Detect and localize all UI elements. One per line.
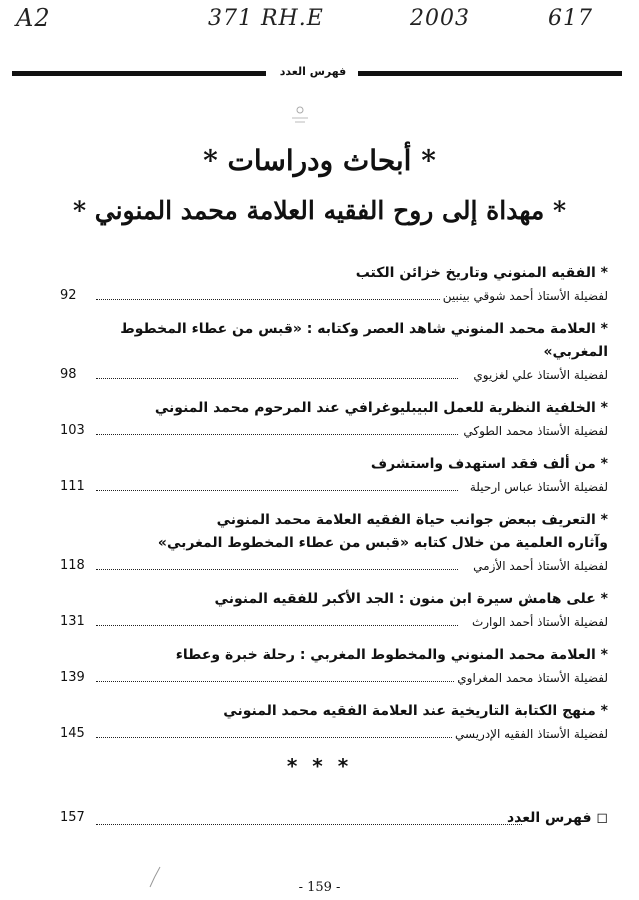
index-entry-page: 157 [60,810,85,825]
toc-entry-byline [60,611,608,633]
toc-entry-byline [60,285,608,307]
dot-leader [96,490,458,491]
dot-leader [96,299,458,300]
toc-entry-title: * الخلفية النظرية للعمل البيبليوغرافي عند المرحوم محمد المنوني [154,400,608,416]
dot-leader [96,681,458,682]
table-of-contents [60,262,608,756]
handwritten-code: A2 [16,4,51,32]
toc-entry-author: لفضيلة الأستاذ عباس ارحيلة [468,476,608,498]
toc-entry [60,509,608,577]
toc-entry [60,318,608,386]
toc-entry-author: لفضيلة الأستاذ أحمد شوقي بينبين [441,285,608,307]
section-dedication: * مهداة إلى روح الفقيه العلامة محمد المنوني * [72,196,567,225]
toc-entry-page: 145 [60,726,85,741]
header-rule-right [358,71,622,76]
toc-entry-byline [60,420,608,442]
dot-leader [96,378,458,379]
toc-entry-page: 103 [60,423,85,438]
toc-entry-page: 98 [60,367,77,382]
toc-entry [60,700,608,745]
toc-entry-title: * على هامش سيرة ابن منون : الجد الأكبر للفقيه المنوني [214,591,608,607]
dot-leader [96,625,458,626]
header-rule-left [12,71,266,76]
index-entry-label: ◻ فهرس العدد [506,810,608,826]
toc-entry-byline [60,364,608,386]
toc-entry-byline [60,667,608,689]
toc-entry-page: 131 [60,614,85,629]
toc-entry-title: * العلامة محمد المنوني والمخطوط المغربي : رحلة خبرة وعطاء [175,647,608,663]
section-divider: * * * [286,754,353,778]
toc-entry-page: 92 [60,288,77,303]
dot-leader [96,737,458,738]
toc-entry-title: * العلامة محمد المنوني شاهد العصر وكتابه : «قبس من عطاء المخطوط المغربي» [120,321,608,360]
index-entry [60,810,608,832]
dot-leader [96,434,458,435]
toc-entry-page: 111 [60,479,85,494]
toc-entry-page: 139 [60,670,85,685]
running-header [12,66,622,80]
toc-entry-byline [60,476,608,498]
toc-entry-title: * من ألف فقد استهدف واستشرف [370,456,608,472]
toc-entry [60,397,608,442]
toc-entry-title: * الفقيه المنوني وتاريخ خزائن الكتب [355,265,608,281]
handwritten-year: 2003 [410,6,470,31]
toc-entry [60,262,608,307]
toc-entry-author: لفضيلة الأستاذ محمد المغراوي [455,667,608,689]
toc-entry-title: * التعريف ببعض جوانب حياة الفقيه العلامة محمد المنوني [216,512,608,528]
toc-entry-author: لفضيلة الأستاذ الفقيه الإدريسي [453,723,608,745]
toc-entry-title: * منهج الكتابة التاريخية عند العلامة الفقيه محمد المنوني [223,703,608,719]
toc-entry-author: لفضيلة الأستاذ أحمد الأزمي [471,555,608,577]
toc-entry-byline [60,555,608,577]
dot-leader [96,569,458,570]
toc-entry [60,644,608,689]
toc-entry-author: لفضيلة الأستاذ علي لغزيوي [471,364,608,386]
toc-entry [60,453,608,498]
toc-entry-title-line2: وآثاره العلمية من خلال كتابه «قبس من عطاء المخطوط المغربي» [157,535,608,551]
toc-entry-byline [60,723,608,745]
toc-entry-author: لفضيلة الأستاذ محمد الطوكي [461,420,608,442]
toc-entry-page: 118 [60,558,85,573]
dot-leader [96,824,522,825]
running-header-label: فهرس العدد [279,65,347,78]
page-number: - 159 - [298,880,341,895]
faint-stamp-mark [286,104,314,126]
toc-entry [60,588,608,633]
handwritten-number: 617 [548,6,593,31]
section-title: * أبحاث ودراسات * [203,144,436,177]
handwritten-classmark: 371 RH.E [208,6,324,31]
toc-entry-author: لفضيلة الأستاذ أحمد الوارث [470,611,608,633]
